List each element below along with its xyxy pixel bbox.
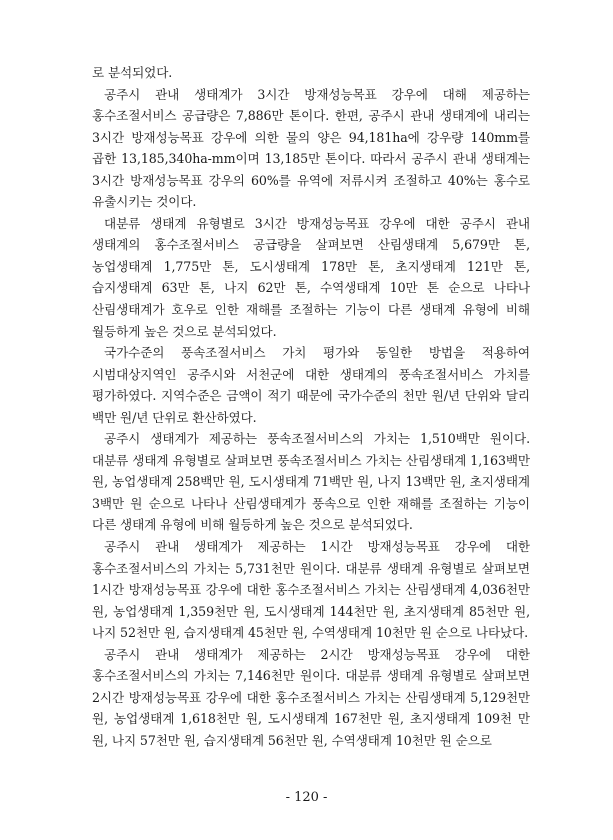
- paragraph-flood-value-1h: 공주시 관내 생태계가 제공하는 1시간 방재성능목표 강우에 대한 홍수조절서비스의 가치는 5,731천만 원이다. 대분류 생태계 유형별로 살펴보면 1시간 방재성능목표 강우에 대한 홍수조절서비스 가치는 산림생태계 4,036천만 원, 농업생태계 1,359천만 원, 도시생태계 144천만 원, 초지생태계 85천만 원, 나지 52천만 원, 습지생태계 45천만 원, 수역생태계 10천만 원 순으로 나타났다.: [92, 539, 530, 641]
- page-number: - 120 -: [285, 790, 328, 805]
- paragraph-continuation: 로 분석되었다.: [92, 65, 173, 80]
- paragraph-flood-control-3h: 공주시 관내 생태계가 3시간 방재성능목표 강우에 대해 제공하는 홍수조절서비스 공급량은 7,886만 톤이다. 한편, 공주시 관내 생태계에 내리는 3시간 방재성능목표 강우에 의한 물의 양은 94,181ha에 강우량 140mm를 곱한 13,185,340ha-mm이며 13,185만 톤이다. 따라서 공주시 관내 생태계는 3시간 방재성능목표 강우의 60%를 유역에 저류시켜 조절하고 40%는 홍수로 유출시키는 것이다.: [92, 86, 530, 210]
- paragraph-flood-value-2h: 공주시 관내 생태계가 제공하는 2시간 방재성능목표 강우에 대한 홍수조절서비스의 가치는 7,146천만 원이다. 대분류 생태계 유형별로 살펴보면 2시간 방재성능목표 강우에 대한 홍수조절서비스 가치는 산림생태계 5,129천만 원, 농업생태계 1,618천만 원, 도시생태계 167천만 원, 초지생태계 109천 만 원, 나지 57천만 원, 습지생태계 56천만 원, 수역생태계 10천만 원 순으로: [92, 646, 530, 748]
- paragraph-wind-control-method: 국가수준의 풍속조절서비스 가치 평가와 동일한 방법을 적용하여 시범대상지역인 공주시와 서천군에 대한 생태계의 풍속조절서비스 가치를 평가하였다. 지역수준은 금액이 적기 때문에 국가수준의 천만 원/년 단위와 달리 백만 원/년 단위로 환산하였다.: [92, 345, 530, 425]
- paragraph-wind-control-value: 공주시 생태계가 제공하는 풍속조절서비스의 가치는 1,510백만 원이다. 대분류 생태계 유형별로 살펴보면 풍속조절서비스 가치는 산림생태계 1,163백만 원, 농업생태계 258백만 원, 도시생태계 71백만 원, 나지 13백만 원, 초지생태계 3백만 원 순으로 나타나 산림생태계가 풍속으로 인한 재해를 조절하는 기능이 다른 생태계 유형에 비해 월등하게 높은 것으로 분석되었다.: [92, 431, 530, 533]
- paragraph-flood-control-by-type: 대분류 생태계 유형별로 3시간 방재성능목표 강우에 대한 공주시 관내 생태계의 홍수조절서비스 공급량을 살펴보면 산림생태계 5,679만 톤, 농업생태계 1,775만 톤, 도시생태계 178만 톤, 초지생태계 121만 톤, 습지생태계 63만 톤, 나지 62만 톤, 수역생태계 10만 톤 순으로 나타나 산림생태계가 호우로 인한 재해를 조절하는 기능이 다른 생태계 유형에 비해 월등하게 높은 것으로 분석되었다.: [92, 215, 530, 339]
- body-text: [92, 62, 530, 752]
